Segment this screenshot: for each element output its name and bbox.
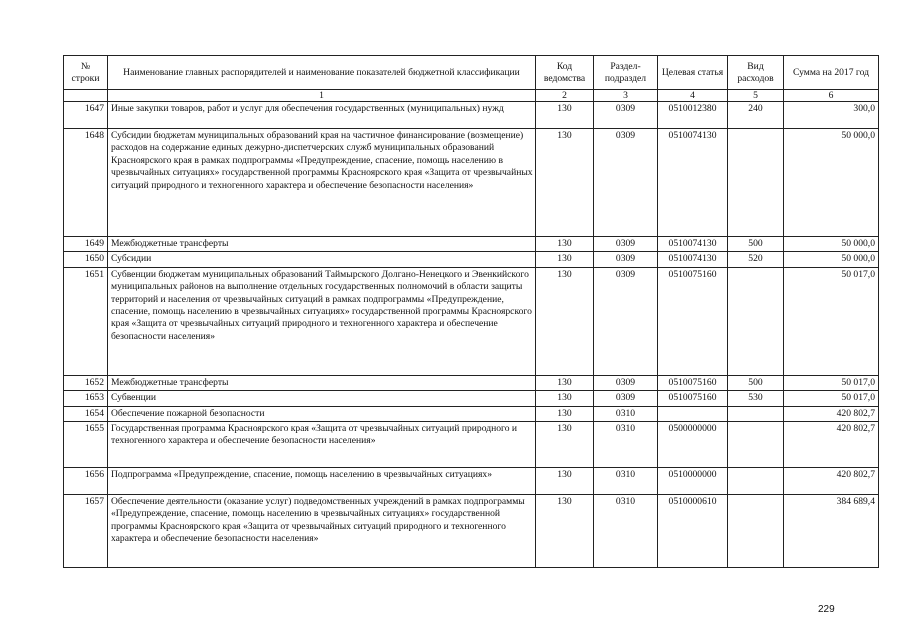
row-expense-type: [728, 468, 784, 495]
row-number: 1654: [64, 406, 108, 421]
row-target-article: 0510074130: [658, 237, 728, 252]
header-number-3: 3: [594, 90, 658, 102]
table-row: [64, 252, 879, 267]
row-expense-type: 240: [728, 102, 784, 129]
row-expense-type: [728, 267, 784, 375]
row-sum: 420 802,7: [784, 422, 879, 468]
row-section: 0309: [594, 267, 658, 375]
row-target-article: 0510012380: [658, 102, 728, 129]
table-row: [64, 406, 879, 421]
table-row: [64, 495, 879, 568]
row-sum: 50 000,0: [784, 129, 879, 237]
row-sum: 420 802,7: [784, 406, 879, 421]
row-section: 0309: [594, 102, 658, 129]
row-expense-type: 520: [728, 252, 784, 267]
row-target-article: [658, 406, 728, 421]
row-department-code: 130: [536, 129, 594, 237]
row-department-code: 130: [536, 406, 594, 421]
row-section: 0309: [594, 252, 658, 267]
row-target-article: 0500000000: [658, 422, 728, 468]
row-expense-type: [728, 422, 784, 468]
header-sum: Сумма на 2017 год: [784, 56, 879, 90]
row-number: 1653: [64, 391, 108, 406]
row-number: 1652: [64, 375, 108, 390]
row-number: 1649: [64, 237, 108, 252]
row-section: 0310: [594, 422, 658, 468]
table-body: [64, 102, 879, 568]
row-name: Субвенции бюджетам муниципальных образований Таймырского Долгано-Ненецкого и Эвенкийского муниципальных районов на выполнение отдельных государственных полномочий в области защиты территорий и населения от чрезвычайных ситуаций в рамках подпрограммы «Предупреждение, спасение, помощь населению в чрезвычайных ситуациях» государственной программы Красноярского края «Защита от чрезвычайных ситуаций природного и техногенного характера и обеспечение безопасности населения»: [108, 267, 536, 375]
row-department-code: 130: [536, 422, 594, 468]
row-expense-type: [728, 495, 784, 568]
row-name: Межбюджетные трансферты: [108, 237, 536, 252]
row-department-code: 130: [536, 375, 594, 390]
row-number: 1648: [64, 129, 108, 237]
row-number: 1651: [64, 267, 108, 375]
row-name: Государственная программа Красноярского края «Защита от чрезвычайных ситуаций природного и техногенного характера и обеспечение безопасности населения»: [108, 422, 536, 468]
row-expense-type: 530: [728, 391, 784, 406]
row-target-article: 0510000610: [658, 495, 728, 568]
row-section: 0309: [594, 129, 658, 237]
header-section: Раздел-подраздел: [594, 56, 658, 90]
table-header: [64, 56, 879, 102]
row-department-code: 130: [536, 468, 594, 495]
row-target-article: 0510000000: [658, 468, 728, 495]
table-row: [64, 375, 879, 390]
header-target-article: Целевая статья: [658, 56, 728, 90]
row-name: Межбюджетные трансферты: [108, 375, 536, 390]
header-number-5: 5: [728, 90, 784, 102]
row-name: Субвенции: [108, 391, 536, 406]
table-row: [64, 468, 879, 495]
row-sum: 384 689,4: [784, 495, 879, 568]
row-section: 0310: [594, 468, 658, 495]
row-target-article: 0510075160: [658, 267, 728, 375]
table-row: [64, 267, 879, 375]
row-name: Субсидии бюджетам муниципальных образований края на частичное финансирование (возмещение) расходов на содержание единых дежурно-диспетчерских служб муниципальных образований Красноярского края в рамках подпрограммы «Предупреждение, спасение, помощь населению в чрезвычайных ситуациях» государственной программы Красноярского края «Защита от чрезвычайных ситуаций природного и техногенного характера и обеспечение безопасности населения»: [108, 129, 536, 237]
header-number-2: 2: [536, 90, 594, 102]
row-sum: 50 017,0: [784, 375, 879, 390]
table-row: [64, 237, 879, 252]
row-expense-type: [728, 129, 784, 237]
row-department-code: 130: [536, 391, 594, 406]
header-expense-type: Вид расходов: [728, 56, 784, 90]
row-sum: 300,0: [784, 102, 879, 129]
row-name: Субсидии: [108, 252, 536, 267]
table-row: [64, 129, 879, 237]
row-sum: 50 017,0: [784, 391, 879, 406]
row-sum: 50 000,0: [784, 237, 879, 252]
row-number: 1647: [64, 102, 108, 129]
row-expense-type: [728, 406, 784, 421]
row-name: Обеспечение деятельности (оказание услуг) подведомственных учреждений в рамках подпрограммы «Предупреждение, спасение, помощь населению в чрезвычайных ситуациях» государственной программы Красноярского края «Защита от чрезвычайных ситуаций природного и техногенного характера и обеспечение безопасности населения»: [108, 495, 536, 568]
budget-table: [63, 55, 879, 568]
row-expense-type: 500: [728, 375, 784, 390]
row-name: Подпрограмма «Предупреждение, спасение, помощь населению в чрезвычайных ситуациях»: [108, 468, 536, 495]
row-expense-type: 500: [728, 237, 784, 252]
row-department-code: 130: [536, 252, 594, 267]
row-target-article: 0510074130: [658, 129, 728, 237]
row-number: 1650: [64, 252, 108, 267]
header-number-1: 1: [108, 90, 536, 102]
row-target-article: 0510075160: [658, 375, 728, 390]
row-number: 1657: [64, 495, 108, 568]
row-section: 0309: [594, 237, 658, 252]
row-department-code: 130: [536, 102, 594, 129]
row-name: Иные закупки товаров, работ и услуг для обеспечения государственных (муниципальных) нужд: [108, 102, 536, 129]
header-name: Наименование главных распорядителей и наименование показателей бюджетной классификации: [108, 56, 536, 90]
row-target-article: 0510074130: [658, 252, 728, 267]
row-section: 0309: [594, 375, 658, 390]
table-row: [64, 102, 879, 129]
row-sum: 50 000,0: [784, 252, 879, 267]
table-row: [64, 391, 879, 406]
row-number: 1656: [64, 468, 108, 495]
row-section: 0310: [594, 495, 658, 568]
row-department-code: 130: [536, 237, 594, 252]
header-number-4: 4: [658, 90, 728, 102]
header-row-number: № строки: [64, 56, 108, 90]
row-name: Обеспечение пожарной безопасности: [108, 406, 536, 421]
row-sum: 50 017,0: [784, 267, 879, 375]
header-number-6: 6: [784, 90, 879, 102]
header-number-0: [64, 90, 108, 102]
row-department-code: 130: [536, 495, 594, 568]
row-section: 0310: [594, 406, 658, 421]
row-section: 0309: [594, 391, 658, 406]
table-row: [64, 422, 879, 468]
page-number: 229: [818, 604, 835, 615]
row-department-code: 130: [536, 267, 594, 375]
row-target-article: 0510075160: [658, 391, 728, 406]
row-number: 1655: [64, 422, 108, 468]
row-sum: 420 802,7: [784, 468, 879, 495]
header-department-code: Код ведомства: [536, 56, 594, 90]
